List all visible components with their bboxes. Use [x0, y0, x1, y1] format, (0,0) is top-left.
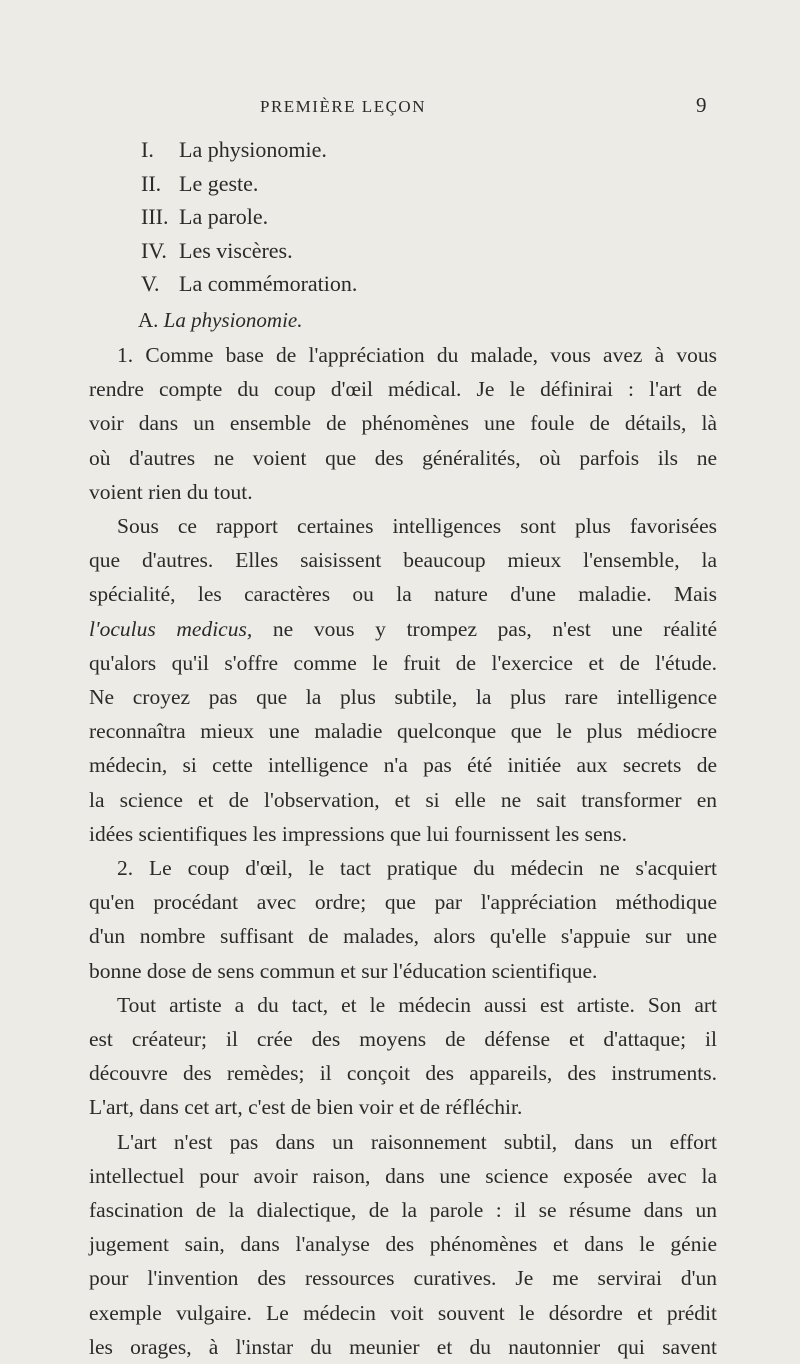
text-line: médecin, si cette intelligence n'a pas été initiée aux secrets de: [89, 753, 717, 778]
outline-item: III. La parole.: [141, 204, 269, 229]
text-line: L'art, dans cet art, c'est de bien voir et de réfléchir.: [89, 1095, 523, 1120]
text-line: exemple vulgaire. Le médecin voit souvent le désordre et prédit: [89, 1300, 717, 1325]
text-line: idées scientifiques les impressions que lui fournissent les sens.: [89, 821, 628, 846]
text-line: voient rien du tout.: [89, 479, 253, 504]
page-header: [0, 92, 800, 122]
text-line: 2. Le coup d'œil, le tact pratique du médecin ne s'acquiert: [117, 856, 717, 881]
text-line: Sous ce rapport certaines intelligences sont plus favorisées: [117, 514, 717, 539]
section-heading: [138, 304, 303, 337]
text-line: est créateur; il crée des moyens de défense et d'attaque; il: [89, 1027, 717, 1052]
text-line: que d'autres. Elles saisissent beaucoup mieux l'ensemble, la: [89, 548, 717, 573]
text-line: spécialité, les caractères ou la nature d'une maladie. Mais: [89, 582, 717, 607]
text-line: rendre compte du coup d'œil médical. Je le définirai : l'art de: [89, 377, 717, 402]
text-line: où d'autres ne voient que des généralités, où parfois ils ne: [89, 445, 717, 470]
outline-item: I. La physionomie.: [141, 137, 327, 162]
text-line: l'oculus medicus, ne vous y trompez pas, n'est une réalité: [89, 616, 717, 641]
outline-item: II. Le geste.: [141, 170, 259, 196]
text-line: qu'alors qu'il s'offre comme le fruit de l'exercice et de l'étude.: [89, 650, 717, 675]
text-line: jugement sain, dans l'analyse des phénomènes et dans le génie: [89, 1232, 717, 1257]
text-line: 1. Comme base de l'appréciation du malade, vous avez à vous: [117, 343, 717, 367]
text-line: découvre des remèdes; il conçoit des appareils, des instruments.: [89, 1061, 717, 1086]
outline-item: V. La commémoration.: [141, 271, 358, 296]
body-text: [89, 338, 717, 1364]
text-line: reconnaîtra mieux une maladie quelconque que le plus médiocre: [89, 719, 717, 744]
text-line: intellectuel pour avoir raison, dans une science exposée avec la: [89, 1163, 717, 1188]
text-line: L'art n'est pas dans un raisonnement subtil, dans un effort: [117, 1129, 717, 1154]
text-line: qu'en procédant avec ordre; que par l'appréciation méthodique: [89, 890, 717, 915]
running-title: PREMIÈRE LEÇON: [260, 97, 426, 116]
italic-phrase: l'oculus medicus,: [89, 616, 253, 641]
text-line: pour l'invention des ressources curatives. Je me servirai d'un: [89, 1266, 717, 1291]
text-line: bonne dose de sens commun et sur l'éducation scientifique.: [89, 958, 598, 983]
section-letter: A.: [138, 308, 159, 332]
section-title: La physionomie.: [163, 308, 303, 332]
text-line: fascination de la dialectique, de la parole : il se résume dans un: [89, 1198, 717, 1223]
lesson-outline: [141, 133, 357, 301]
text-line: les orages, à l'instar du meunier et du nautonnier qui savent: [89, 1334, 717, 1359]
text-line: d'un nombre suffisant de malades, alors qu'elle s'appuie sur une: [89, 924, 717, 949]
text-line: Ne croyez pas que la plus subtile, la plus rare intelligence: [89, 685, 717, 710]
text-line: la science et de l'observation, et si elle ne sait transformer en: [89, 787, 717, 812]
outline-item: IV. Les viscères.: [141, 237, 293, 263]
text-line: voir dans un ensemble de phénomènes une foule de détails, là: [89, 411, 717, 436]
page-number: 9: [696, 93, 707, 117]
text-line: Tout artiste a du tact, et le médecin aussi est artiste. Son art: [117, 992, 717, 1017]
